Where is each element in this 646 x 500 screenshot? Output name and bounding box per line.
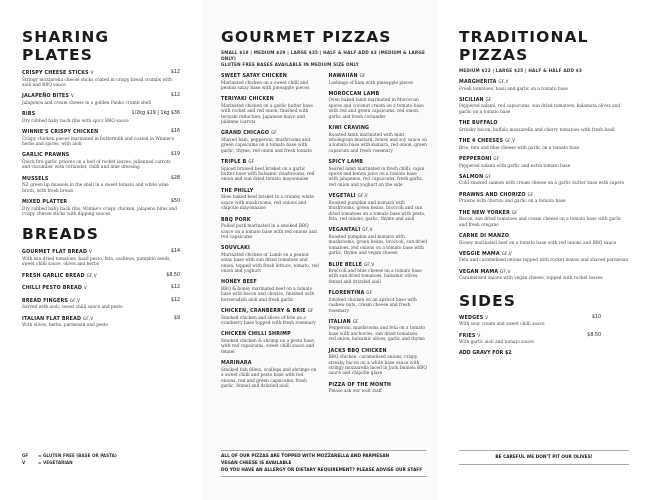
menu-item-name: ITALIAN FLAT BREAD GF,V [22, 315, 94, 322]
menu-item-name: FRIES V [459, 332, 481, 339]
menu-item [22, 70, 180, 88]
menu-item-name: FLORENTINA GF [328, 290, 373, 297]
menu-item-name: MUSSELS [22, 176, 49, 182]
dietary-tag: GF [485, 173, 491, 179]
menu-item-price: $9 [173, 315, 180, 321]
menu-item [459, 79, 629, 92]
menu-item-description: Quick fire garlic prawns on a bed of rocket leaves, julienned carrots and cucumber with coriander, chilli and lime dressing [22, 159, 171, 171]
menu-item [221, 331, 320, 355]
menu-item-name: THE PHILLY [221, 188, 254, 194]
menu-item [459, 251, 629, 264]
menu-item-description: With garlic aioli and tomato sauce [459, 340, 534, 346]
breads-title: BREADS [22, 225, 99, 244]
menu-item-description: Served with aioli, sweet chilli sauce and pesto [22, 305, 123, 311]
menu-item [22, 316, 180, 329]
menu-item-description: Please ask our wait staff [328, 389, 382, 395]
menu-item-price: $19 [170, 152, 180, 158]
menu-item [329, 125, 428, 154]
menu-item-description: Smoked chicken on an apricot base with cashew nuts, cream cheese and fresh rosemary [328, 297, 417, 314]
menu-item-name: SWEET SATAY CHICKEN [221, 74, 287, 79]
menu-item-description: Slow baked beef brisket in a creamy white sauce with mushrooms, red onions and chipotle mayonnaise [221, 195, 314, 212]
menu-item-description: Marinated chicken on a sweet chilli and peanut satay base with pineapple pieces [221, 80, 310, 91]
menu-item-description: Roasted pumpkin and kumara with mushrooms, green beans, broccoli and sun dried tomatoes on a tomato base with pesto, feta, red onions, garlic, thyme and aioli [328, 200, 426, 222]
menu-item [459, 120, 629, 133]
legend-gf: GF = GLUTEN FREE (BASE OR PASTA) [22, 453, 117, 458]
dietary-tag: GF [366, 290, 373, 296]
dietary-tag: GF [511, 209, 518, 215]
dietary-tag: GF [359, 73, 366, 78]
menu-item-name: VEGGIE MAMA GF,V [459, 250, 512, 257]
menu-item-description: Roasted lamb marinated with mint, wholegrain mustard, honey and soy sauce on a tomato base with kumara, red onion, green capsicum and fresh rosemary [328, 132, 427, 154]
menu-item-price: $14 [170, 249, 180, 255]
menu-item-description: Stringy mozzarella cheese sticks coated in crispy bread crumbs with aioli and BBQ sauce [22, 77, 172, 88]
menu-item [329, 348, 428, 377]
menu-item [329, 227, 428, 256]
sharing-plates-title: SHARING PLATES [22, 28, 110, 64]
menu-item-description: Feta and caramelised onions topped with rocket leaves and shaved parmesan [459, 258, 629, 264]
menu-item-price: $12 [170, 93, 180, 99]
menu-item [329, 262, 428, 286]
gourmet-gf-note: GLUTEN FREE BASES AVAILABLE IN MEDIUM SIZE ONLY [221, 62, 359, 67]
menu-item-name: CARNE DI MANZO [459, 234, 510, 240]
menu-item-name: THE BUFFALO [459, 121, 498, 127]
sharing-plates-list [22, 70, 180, 217]
menu-item [22, 249, 180, 267]
menu-item-description: With olives, herbs, parmesan and pesto [22, 323, 109, 329]
menu-item-name: CHILLI PESTO BREAD V [22, 285, 87, 292]
olives-note-text: BE CAREFUL WE DON'T PIT OUR OLIVES! [495, 455, 593, 460]
menu-item-name: BREAD FINGERS GF,V [22, 297, 81, 304]
menu-item-name: CRISPY CHEESE STICKS V [22, 70, 94, 76]
dietary-tag: GF,V [86, 272, 97, 278]
menu-item-description: Dry rubbed baby back ribs with spicy BBQ sauce [22, 118, 129, 124]
menu-item-description: Dry rubbed baby back ribs, Winnie's crispy chicken, jalapeno bites and crispy cheese sticks with dipping sauces [22, 206, 177, 217]
menu-item [221, 96, 320, 125]
dietary-tag: GF [307, 308, 314, 314]
menu-item-name: MARGHERITA GF,V [459, 79, 509, 85]
menu-item [221, 188, 320, 212]
menu-item-name: PRAWNS AND CHORIZO GF [459, 191, 534, 198]
traditional-pizzas-list [459, 79, 629, 282]
menu-item-description: Bacon, sun dried tomatoes and cream cheese on a tomato base with garlic and fresh oregano [459, 217, 622, 228]
menu-item-description: NZ green lip mussels in the shell in a sweet tomato and white wine broth, with fresh bread [22, 183, 169, 194]
dietary-tag: GF,V [357, 193, 368, 199]
dietary-tag: V [90, 70, 94, 75]
menu-item [459, 174, 629, 187]
menu-item-name: MIXED PLATTER [22, 200, 68, 206]
menu-item-description: Caramelised onions with vegan cheese, topped with rocket leaves [459, 276, 603, 282]
footer-note: DO YOU HAVE AN ALLERGY OR DIETARY REQUIREMENT? PLEASE ADVISE OUR STAFF [221, 468, 423, 473]
menu-item [221, 360, 320, 389]
menu-item-name: VEGAN MAMA GF,V [459, 268, 511, 275]
menu-item [22, 93, 180, 106]
menu-item-name: FRESH GARLIC BREAD GF,V [22, 272, 97, 279]
legend-v: V = VEGETARIAN [22, 460, 73, 465]
menu-item-description: Roasted pumpkin and kumara with mushrooms, green beans, broccoli, sun dried tomatoes, red onions on a tomato base with garlic, thyme and vegan cheese [328, 234, 427, 257]
menu-item-name: RIBS [22, 112, 36, 118]
olives-note [459, 450, 629, 465]
menu-item-description: Smoked chicken & shrimp on a pesto base, with red capsicums, sweet chilli sauce and fennel [221, 338, 316, 355]
menu-item-name: BBQ PORK [221, 217, 251, 223]
gravy-addon: ADD GRAVY FOR $2 [459, 350, 512, 356]
menu-item-description: Spiced braised beef brisket on a garlic butter base with balsamic mushrooms, red onion and sun dried tomato mayonnaise [221, 166, 315, 183]
dietary-tag: GF,V [500, 268, 511, 274]
menu-item-name: HONEY BEEF [221, 280, 258, 286]
menu-item-price: $16 [170, 129, 180, 135]
menu-item-name: GARLIC PRAWNS [22, 153, 70, 159]
menu-item [22, 129, 180, 147]
menu-item-description: Prawns with chorizo and garlic on a tomato base [459, 199, 566, 205]
dietary-tag: GF,V [364, 261, 375, 267]
menu-item [329, 319, 428, 343]
menu-item-name: WEDGES V [459, 314, 489, 321]
menu-item [221, 279, 320, 303]
menu-item-name: SPICY LAMB [328, 160, 364, 166]
menu-item-description: Smoked chicken and slices of brie on a cranberry base topped with fresh rosemary [221, 315, 316, 327]
menu-item-price: $12 [170, 70, 180, 75]
menu-item-description: Seared lamb marinated in fresh chilli, cajun spices and lemon juice on a tomato base with jalapenos, red capsicums, fresh garlic, red onion and yoghurt on the side [328, 166, 425, 188]
menu-item-price: $8.50 [587, 332, 601, 338]
gourmet-right-column [329, 73, 428, 400]
menu-item-name: SALMON GF [459, 173, 491, 180]
footer-note: VEGAN CHEESE IS AVAILABLE [221, 461, 292, 466]
sides-title: SIDES [459, 291, 517, 310]
menu-item-name: ITALIAN GF [328, 318, 359, 325]
menu-item-name: TERIYAKI CHICKEN [221, 97, 274, 103]
menu-item [22, 273, 180, 281]
menu-item-name: MARINARA [221, 361, 252, 367]
right-panel [439, 0, 646, 500]
menu-item-description: Marinated chicken or Lamb on a peanut satay base with sun dried tomatoes and onion, topped with fresh lettuce, tomato, red onion and yoghurt [221, 252, 319, 275]
menu-item [459, 192, 629, 205]
menu-item-name: VEGANTALI GF,V [328, 227, 373, 234]
dietary-tag: V [485, 314, 489, 320]
menu-item [459, 210, 629, 228]
menu-item [459, 138, 629, 151]
menu-item [221, 245, 320, 274]
sides-list [459, 315, 601, 346]
menu-item [329, 91, 428, 120]
menu-item-name: MOROCCAN LAMB [328, 91, 380, 97]
menu-item [22, 111, 180, 124]
dietary-tag: V [70, 93, 74, 99]
left-panel [0, 0, 203, 500]
menu-item [329, 382, 428, 395]
dietary-tag: GF [493, 156, 500, 162]
menu-item-name: BLUE BELLE GF,V [328, 261, 375, 268]
dietary-tag: GF [248, 159, 255, 165]
menu-item-name: PIZZA OF THE MONTH [328, 382, 392, 388]
menu-item [22, 152, 180, 170]
menu-item-description: Pulled pork marinated in a smoked BBQ sauce on a tomato base with red onions and red capsicums [221, 224, 317, 240]
dietary-tag: GF,V [498, 79, 509, 84]
menu-item [459, 315, 601, 328]
menu-item [329, 193, 428, 222]
menu-item-price: $12 [170, 285, 180, 291]
dietary-tag: GF [527, 191, 534, 197]
menu-item-description: Cold smoked salmon with cream cheese on a garlic butter base with capers [459, 181, 625, 187]
menu-item-description: Broccoli and blue cheese on a tomato base with sun dried tomatoes, balsamic olives, fennel and drizzled aioli [328, 269, 422, 285]
menu-item [221, 308, 320, 326]
menu-item-description: Fresh tomatoes, basil and garlic on a tomato base [459, 86, 568, 92]
menu-item-description: Lashings of ham with pineapple pieces [328, 80, 414, 86]
menu-item-name: PEPPERONI GF [459, 156, 500, 163]
menu-item-name: KIWI CRAVING [328, 126, 370, 132]
menu-item [22, 298, 180, 311]
menu-item-description: Peppered salami, red capsicums, sun dried tomatoes, kalamata olives and garlic on a tomato base [459, 104, 621, 115]
menu-item [459, 156, 629, 169]
menu-item [22, 176, 180, 194]
gourmet-pizzas-title: GOURMET PIZZAS [221, 28, 392, 46]
menu-item-name: CHICKEN, CRANBERRY & BRIE GF [221, 308, 314, 315]
menu-item-name: GOURMET FLAT BREAD V [22, 249, 92, 256]
menu-item-name: CHICKEN CHILLI SHRIMP [221, 332, 291, 338]
menu-item-description: Brie, feta and blue cheese with garlic on a tomato base [459, 145, 580, 151]
gourmet-left-column [221, 73, 320, 400]
menu-item-price: $50 [170, 199, 180, 205]
menu-item-price: $10 [591, 314, 601, 320]
menu-item-description: BBQ chicken, caramelised onions, crispy streaky bacon on a white base sauce with stringy mozzarella laced in Jack Daniels BBQ sauce and chipotle glaze [328, 355, 427, 377]
middle-panel [203, 0, 439, 500]
menu-item-description: Smoked fish fillets, scallops and shrimps on a sweet chilli and pesto base with red onions, red and green capsicums, fresh garlic, fennel and drizzled aioli [221, 367, 317, 389]
menu-item [459, 269, 629, 282]
dietary-tag: V [83, 285, 87, 291]
menu-item [221, 73, 320, 91]
menu-item [459, 97, 629, 115]
menu-item-description: Peppered salami with garlic and extra tomato base [459, 163, 571, 169]
menu-item-description: With sour cream and sweet chilli sauce [459, 322, 545, 328]
menu-item [459, 333, 601, 346]
dietary-tag: V [477, 332, 481, 338]
menu-item-description: Honey marinated beef on a tomato base with red onions and BBQ sauce [459, 240, 617, 246]
menu-item-description: Oven baked lamb marinated in Moroccan spices and coconut cream on a tomato base with red and green capsicums, red onion, garlic and fresh coriander [328, 98, 424, 120]
dietary-tag: GF [485, 96, 492, 102]
menu-item-price: $28 [170, 175, 180, 181]
menu-item-name: GRAND CHICAGO GF [221, 130, 277, 137]
dietary-tag: GF [352, 318, 359, 324]
menu-item-name: WINNIE'S CRISPY CHICKEN [22, 130, 99, 136]
menu-item-name: SOUVLAKI [221, 246, 251, 252]
dietary-tag: GF,V [505, 138, 516, 144]
menu-item-description: Crispy chicken pieces marinated in buttermilk and coated in Winnie's herbs and spices, with aioli [22, 136, 174, 148]
menu-item-price: 1/2kg $19 | 1kg $36 [131, 111, 180, 117]
menu-item [329, 290, 428, 314]
dietary-tag: GF,V [83, 315, 94, 321]
menu-item-name: VEGETALI GF,V [328, 193, 368, 200]
traditional-pizzas-title: TRADITIONAL PIZZAS [459, 28, 589, 64]
pizza-footer-notes [221, 450, 427, 477]
menu-item [22, 285, 180, 293]
breads-list [22, 249, 180, 328]
menu-item-description: BBQ & honey marinated beef on a tomato base with bacon and chorizo, finished with horseradish aioli and fresh garlic [221, 286, 315, 303]
menu-item-description: Streaky bacon, buffalo mozzarella and cherry tomatoes with fresh basil [459, 127, 615, 133]
dietary-tag: GF,V [69, 297, 81, 303]
menu-item-description: Marinated chicken on a garlic butter base with rocket and red onion, finished with teriyaki reduction, Japanese mayo and julienne carrots [221, 103, 313, 126]
menu-item-price: $8.50 [166, 272, 180, 278]
menu-item [22, 199, 180, 217]
menu-item [221, 217, 320, 241]
menu-item-name: JALAPEÑO BITES V [22, 93, 74, 100]
gourmet-sizes: SMALL $18 | MEDIUM $29 | LARGE $35 | HALF & HALF ADD $3 (MEDIUM & LARGE ONLY) [221, 50, 426, 61]
menu-item [329, 159, 428, 188]
menu-item-price: $12 [170, 297, 180, 303]
menu-item-name: THE 4 CHEESES GF,V [459, 138, 516, 145]
menu-item-description: Shaved ham, pepperoni, mushrooms and green capsicums on a tomato base with garlic, thyme, red onion and fresh tomato [221, 137, 312, 154]
menu-item-description: Jalapenos and cream cheese in a golden Panko crumb shell [22, 100, 152, 106]
menu-item-name: TRIPLE B GF [221, 159, 255, 166]
menu-item [329, 73, 428, 86]
menu-item [221, 159, 320, 183]
dietary-tag: V [89, 249, 92, 255]
footer-note: ALL OF OUR PIZZAS ARE TOPPED WITH MOZZARELLA AND PARMESAN [221, 454, 390, 459]
dietary-tag: GF [271, 130, 277, 136]
menu-item [221, 130, 320, 154]
menu-item-name: HAWAIIAN GF [328, 73, 366, 79]
menu-item-description: Pepperoni, mushrooms and feta on a tomato base with anchovies, sun dried tomatoes, red onion, balsamic olives, garlic and thyme [328, 326, 426, 343]
menu-item-description: With sun-dried tomatoes, basil pesto, feta, cashews, pumpkin seeds, sweet chilli sauce, olives and herbs [22, 256, 171, 268]
menu-item-name: THE NEW YORKER GF [459, 209, 518, 216]
menu-item [459, 233, 629, 246]
dietary-tag: GF,V [501, 250, 512, 256]
dietary-tag: GF,V [362, 227, 373, 233]
dietary-legend [22, 452, 117, 466]
traditional-sizes: MEDIUM $22 | LARGE $25 | HALF & HALF ADD $3 [459, 68, 582, 73]
menu-item-name: SICILIAN GF [459, 96, 492, 103]
menu-item-name: JACKS BBQ CHICKEN [328, 348, 387, 354]
